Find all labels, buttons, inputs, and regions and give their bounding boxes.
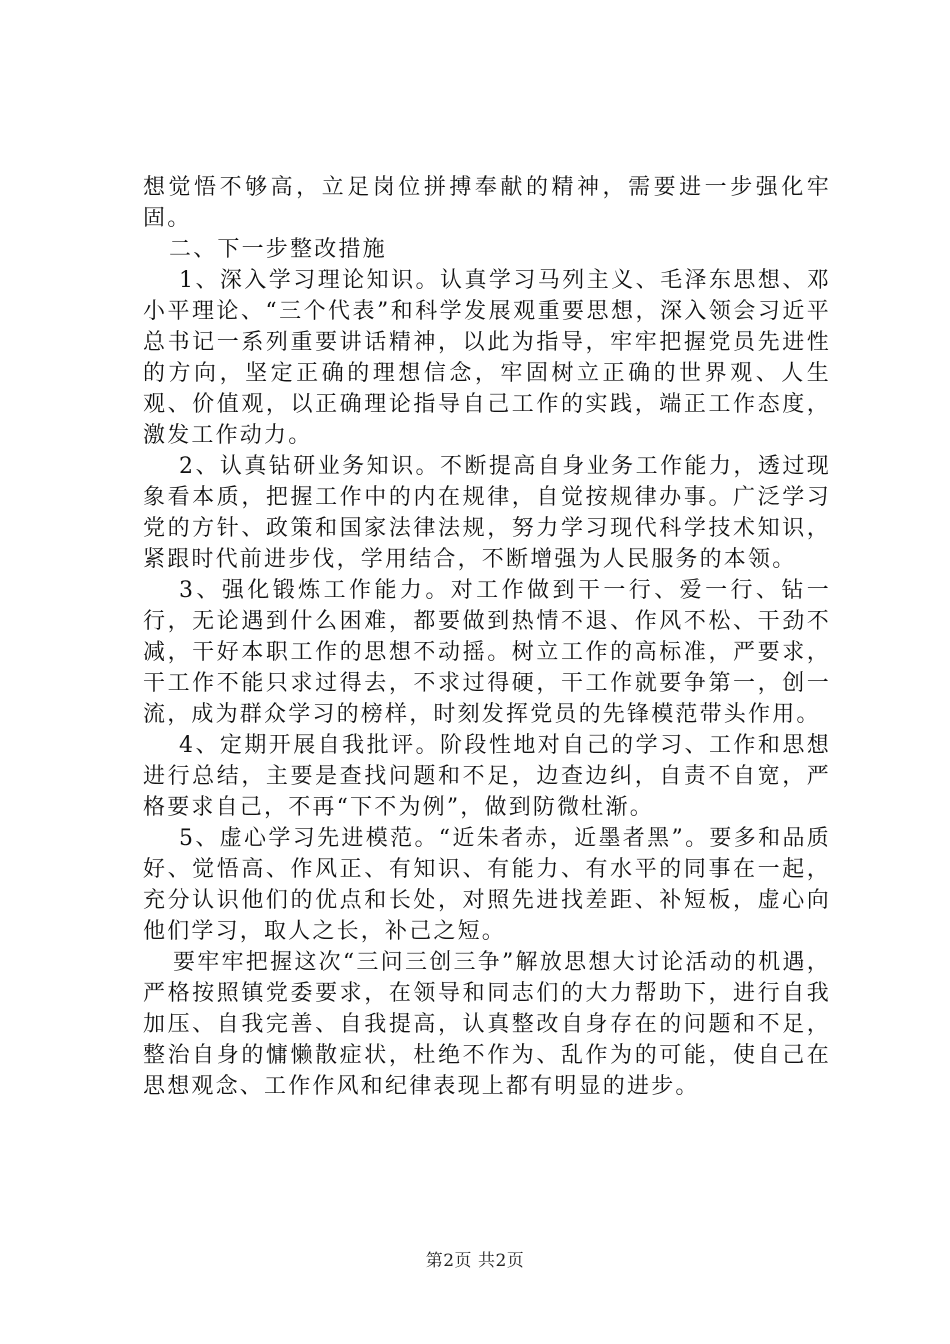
document-body xyxy=(143,172,831,1102)
paragraph-measure-5: 5、虚心学习先进模范。“近朱者赤，近墨者黑”。要多和品质好、觉悟高、作风正、有知识、有能力、有水平的同事在一起，充分认识他们的优点和长处，对照先进找差距、补短板，虚心向他们学习，取人之长，补己之短。 xyxy=(143,826,831,944)
paragraph-conclusion: 要牢牢把握这次“三问三创三争”解放思想大讨论活动的机遇，严格按照镇党委要求，在领导和同志们的大力帮助下，进行自我加压、自我完善、自我提高，认真整改自身存在的问题和不足，整治自身的慵懒散症状，杜绝不作为、乱作为的可能，使自己在思想观念、工作作风和纪律表现上都有明显的进步。 xyxy=(143,950,831,1099)
paragraph-measure-2: 2、认真钻研业务知识。不断提高自身业务工作能力，透过现象看本质，把握工作中的内在规律，自觉按规律办事。广泛学习党的方针、政策和国家法律法规，努力学习现代科学技术知识，紧跟时代前进步伐，学用结合，不断增强为人民服务的本领。 xyxy=(143,454,831,572)
section-heading: 二、下一步整改措施 xyxy=(169,237,387,262)
paragraph-measure-4: 4、定期开展自我批评。阶段性地对自己的学习、工作和思想进行总结，主要是查找问题和不足，边查边纠，自责不自宽，严格要求自己，不再“下不为例”，做到防微杜渐。 xyxy=(143,733,831,820)
page-number-footer: 第2页 共2页 xyxy=(425,1251,525,1271)
paragraph-measure-1: 1、深入学习理论知识。认真学习马列主义、毛泽东思想、邓小平理论、“三个代表”和科学发展观重要思想，深入领会习近平总书记一系列重要讲话精神，以此为指导，牢牢把握党员先进性的方向，坚定正确的理想信念，牢固树立正确的世界观、人生观、价值观，以正确理论指导自己工作的实践，端正工作态度，激发工作动力。 xyxy=(143,268,831,448)
paragraph-measure-3: 3、强化锻炼工作能力。对工作做到干一行、爱一行、钻一行，无论遇到什么困难，都要做到热情不退、作风不松、干劲不减，干好本职工作的思想不动摇。树立工作的高标准，严要求，干工作不能只求过得去，不求过得硬，干工作就要争第一，创一流，成为群众学习的榜样，时刻发挥党员的先锋模范带头作用。 xyxy=(143,578,831,727)
paragraph-continuation: 想觉悟不够高，立足岗位拼搏奉献的精神，需要进一步强化牢固。 xyxy=(143,175,831,231)
